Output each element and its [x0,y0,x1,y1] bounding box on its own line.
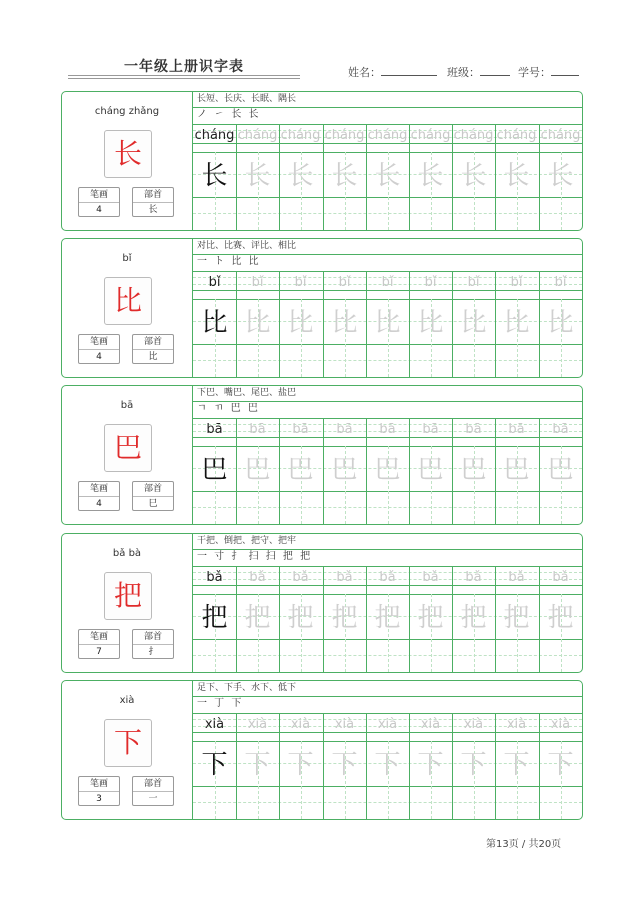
tracing-char: 下 [460,750,487,780]
tracing-char: 巴 [503,455,530,485]
tracing-char: 把 [244,603,271,633]
char-box [104,130,152,178]
tracing-char: 把 [417,603,444,633]
grid-pinyin: xià [463,717,484,732]
radical-value: 巳 [148,499,158,509]
tracing-char: 把 [547,603,574,633]
radical-label: 部首 [133,188,173,203]
stroke-order: ㄱ ㄲ 巴 巴 [197,403,260,414]
grid-pinyin: bā [465,422,482,437]
grid-pinyin: bǐ [554,275,567,290]
radical-box [132,334,174,364]
stroke-order: 一 ト 比 比 [197,256,261,267]
grid-line [193,377,582,378]
radical-label: 部首 [133,777,173,792]
grid-pinyin: bā [422,422,439,437]
tracing-char: 下 [547,750,574,780]
number-field[interactable] [518,64,579,80]
grid-pinyin: cháng [540,128,581,143]
grid-pinyin: cháng [280,128,321,143]
tracing-char: 下 [417,750,444,780]
char-glyph: 比 [113,284,142,317]
stroke-count: 4 [96,205,102,215]
stroke-label: 笔画 [79,630,119,645]
grid-line [193,696,582,697]
grid-line [193,418,582,419]
grid-pinyin: bǎ [292,570,309,585]
char-glyph: 下 [113,726,142,759]
tracing-char: 把 [503,603,530,633]
character-card [61,238,583,378]
tracing-char: 把 [374,603,401,633]
grid-pinyin: bǐ [381,275,394,290]
grid-pinyin: bā [336,422,353,437]
example-words: 下巴、嘴巴、尾巴、盐巴 [197,388,297,398]
grid-pinyin: bǎ [465,570,482,585]
practice-grid [193,239,582,377]
stroke-label: 笔画 [79,188,119,203]
char-pinyin: bā [120,400,134,411]
grid-pinyin: bā [292,422,309,437]
radical-value: 扌 [148,647,158,657]
card-info-panel [62,239,193,377]
grid-line [193,549,582,550]
tracing-char: 巴 [417,455,444,485]
example-words: 干把、倒把、把守、把牢 [197,536,297,546]
grid-pinyin: bǐ [338,275,351,290]
tracing-char: 下 [201,750,228,780]
tracing-char: 长 [460,161,487,191]
page-title: 一年级上册识字表 [124,59,244,75]
radical-box [132,776,174,806]
grid-pinyin: bā [508,422,525,437]
practice-grid [193,92,582,230]
tracing-char: 巴 [374,455,401,485]
grid-pinyin: bǐ [424,275,437,290]
tracing-char: 比 [374,308,401,338]
tracing-char: 长 [547,161,574,191]
grid-pinyin: bǎ [379,570,396,585]
grid-pinyin: xià [550,717,571,732]
card-info-panel [62,534,193,672]
tracing-char: 巴 [201,455,228,485]
tracing-char: 巴 [287,455,314,485]
name-field[interactable] [348,64,437,80]
tracing-char: 下 [331,750,358,780]
radical-value: 一 [148,794,158,804]
grid-line [193,230,582,231]
tracing-char: 长 [374,161,401,191]
stroke-order: ノ ㇀ 长 长 [197,109,261,120]
stroke-order: 一 寸 扌 扫 扫 把 把 [197,551,313,562]
grid-pinyin: cháng [237,128,278,143]
grid-line [193,713,582,714]
stroke-label: 笔画 [79,777,119,792]
radical-box [132,629,174,659]
char-box [104,277,152,325]
char-pinyin: xià [119,695,135,706]
grid-pinyin: xià [506,717,527,732]
stroke-count-box [78,187,120,217]
grid-pinyin: xià [334,717,355,732]
grid-pinyin: bǎ [249,570,266,585]
stroke-count-box [78,776,120,806]
char-box [104,424,152,472]
tracing-char: 长 [503,161,530,191]
tracing-char: 比 [244,308,271,338]
grid-line [193,254,582,255]
stroke-order: 一 丁 下 [197,698,244,709]
tracing-char: 长 [201,161,228,191]
grid-pinyin: xià [377,717,398,732]
grid-pinyin: bǎ [552,570,569,585]
grid-pinyin: bǐ [510,275,523,290]
radical-label: 部首 [133,630,173,645]
grid-pinyin: bǐ [294,275,307,290]
grid-pinyin: bā [249,422,266,437]
tracing-char: 比 [547,308,574,338]
grid-pinyin: bā [379,422,396,437]
grid-pinyin: cháng [367,128,408,143]
tracing-char: 长 [331,161,358,191]
tracing-char: 把 [460,603,487,633]
title-underline [68,75,300,76]
radical-label: 部首 [133,335,173,350]
page-number: 第13页 / 共20页 [486,839,562,850]
character-card [61,385,583,525]
card-info-panel [62,681,193,819]
stroke-label: 笔画 [79,482,119,497]
grid-pinyin: cháng [194,128,235,143]
practice-grid [193,534,582,672]
tracing-char: 长 [417,161,444,191]
grid-pinyin: bǎ [336,570,353,585]
grid-pinyin: bā [552,422,569,437]
tracing-char: 比 [201,308,228,338]
stroke-count-box [78,481,120,511]
tracing-char: 比 [503,308,530,338]
grid-pinyin: bǐ [251,275,264,290]
example-words: 对比、比赛、评比、相比 [197,241,297,251]
grid-pinyin: bǎ [206,570,223,585]
radical-label: 部首 [133,482,173,497]
grid-line [193,107,582,108]
radical-value: 长 [148,205,158,215]
char-glyph: 长 [113,137,142,170]
class-blank[interactable] [480,65,510,76]
tracing-char: 长 [244,161,271,191]
grid-line [193,524,582,525]
grid-pinyin: bǎ [508,570,525,585]
stroke-count-box [78,629,120,659]
example-words: 足下、下手、水下、低下 [197,683,297,693]
tracing-char: 比 [417,308,444,338]
grid-pinyin: cháng [410,128,451,143]
example-words: 长短、长庆、长眠、隅长 [197,94,297,104]
title-underline-2 [68,78,300,79]
tracing-char: 把 [287,603,314,633]
character-card [61,533,583,673]
grid-pinyin: bā [206,422,223,437]
stroke-label: 笔画 [79,335,119,350]
tracing-char: 巴 [547,455,574,485]
char-pinyin: bǐ [122,253,132,264]
grid-line [193,271,582,272]
tracing-char: 下 [374,750,401,780]
stroke-count: 4 [96,499,102,509]
grid-pinyin: xià [204,717,225,732]
name-label: 姓名： [348,66,381,79]
grid-pinyin: xià [290,717,311,732]
tracing-char: 下 [244,750,271,780]
tracing-char: 比 [287,308,314,338]
name-blank[interactable] [381,65,437,76]
number-label: 学号： [518,66,551,79]
radical-value: 比 [148,352,158,362]
stroke-count-box [78,334,120,364]
char-box [104,719,152,767]
grid-line [193,124,582,125]
grid-pinyin: bǎ [422,570,439,585]
tracing-char: 比 [460,308,487,338]
grid-line [193,401,582,402]
grid-pinyin: cháng [496,128,537,143]
tracing-char: 巴 [244,455,271,485]
radical-box [132,481,174,511]
grid-line [193,672,582,673]
character-card [61,91,583,231]
tracing-char: 比 [331,308,358,338]
stroke-count: 7 [96,647,102,657]
tracing-char: 下 [287,750,314,780]
card-info-panel [62,386,193,524]
practice-grid [193,681,582,819]
grid-line [193,819,582,820]
grid-pinyin: cháng [453,128,494,143]
char-glyph: 巴 [113,431,142,464]
stroke-count: 3 [96,794,102,804]
char-glyph: 把 [113,579,142,612]
tracing-char: 巴 [331,455,358,485]
grid-pinyin: xià [247,717,268,732]
char-pinyin: cháng zhǎng [94,106,160,117]
grid-pinyin: cháng [324,128,365,143]
tracing-char: 下 [503,750,530,780]
tracing-char: 长 [287,161,314,191]
practice-grid [193,386,582,524]
char-pinyin: bǎ bà [112,548,142,559]
grid-line [193,566,582,567]
card-info-panel [62,92,193,230]
stroke-count: 4 [96,352,102,362]
class-label: 班级： [447,66,480,79]
char-box [104,572,152,620]
number-blank[interactable] [551,65,579,76]
grid-pinyin: bǐ [467,275,480,290]
tracing-char: 把 [331,603,358,633]
character-card [61,680,583,820]
tracing-char: 巴 [460,455,487,485]
radical-box [132,187,174,217]
grid-pinyin: xià [420,717,441,732]
grid-pinyin: bǐ [208,275,221,290]
tracing-char: 把 [201,603,228,633]
class-field[interactable] [447,64,510,80]
